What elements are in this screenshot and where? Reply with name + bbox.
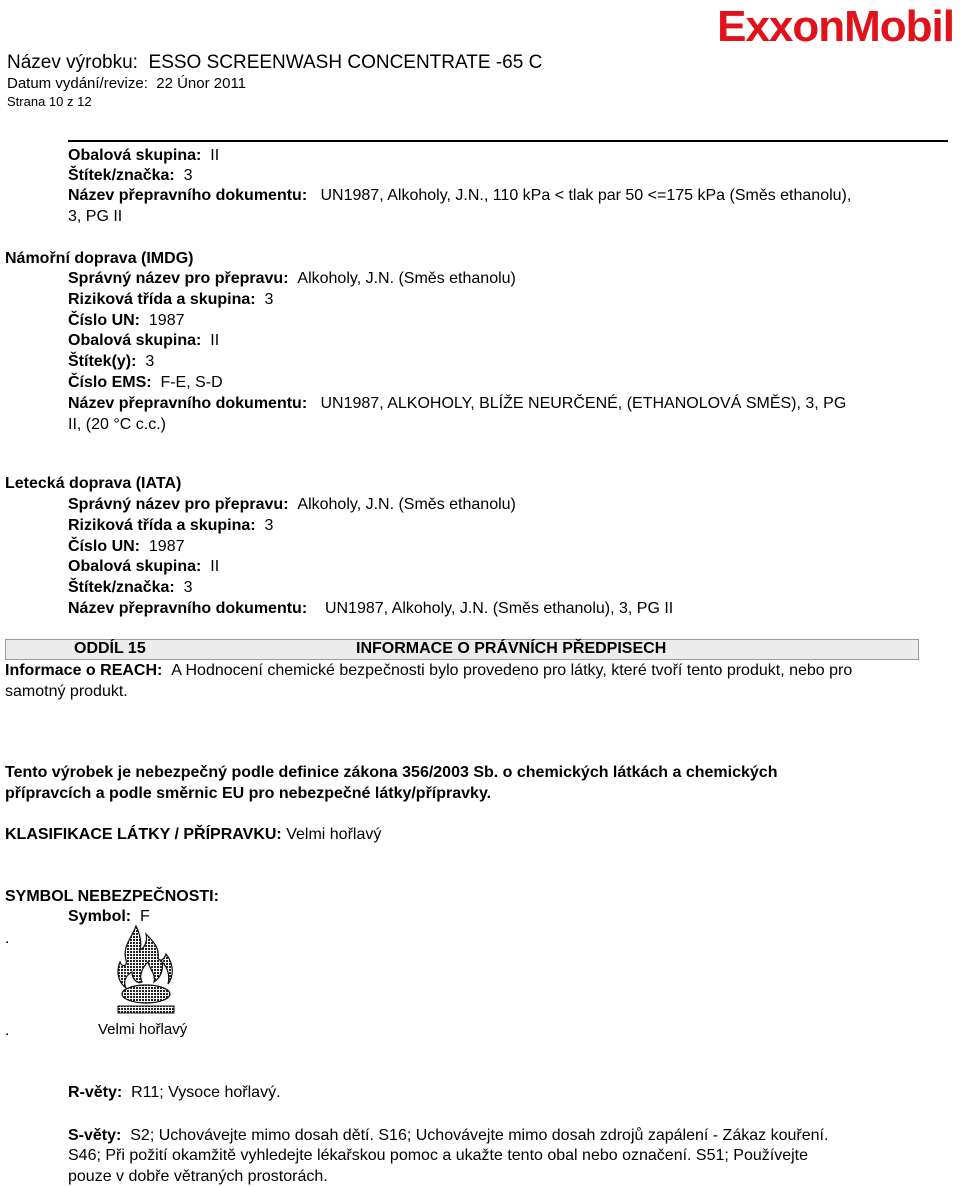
imdg-un-number: Číslo UN: 1987 xyxy=(68,312,185,329)
classification: KLASIFIKACE LÁTKY / PŘÍPRAVKU: Velmi hořlavý xyxy=(5,826,382,843)
iata-shipping-name: Správný název pro přepravu: Alkoholy, J.N. (Směs ethanolu) xyxy=(68,496,516,513)
imdg-packing-group: Obalová skupina: II xyxy=(68,332,220,349)
s-phrases-cont-1: S46; Při požití okamžitě vyhledejte lékařskou pomoc a ukažte tento obal nebo označení. S51; Používejte xyxy=(68,1147,808,1164)
section-number: ODDÍL 15 xyxy=(74,640,146,657)
date-line xyxy=(7,75,246,92)
iata-un-number: Číslo UN: 1987 xyxy=(68,538,185,555)
imdg-document-name-cont: II, (20 °C c.c.) xyxy=(68,416,166,433)
dangerous-statement: Tento výrobek je nebezpečný podle definice zákona 356/2003 Sb. o chemických látkách a chemických xyxy=(5,764,778,781)
iata-document-name: Název přepravního dokumentu: UN1987, Alkoholy, J.N. (Směs ethanolu), 3, PG II xyxy=(68,600,674,617)
dot-marker-2: . xyxy=(5,1022,10,1039)
imdg-heading: Námořní doprava (IMDG) xyxy=(5,250,194,267)
exxonmobil-logo: ExxonMobil xyxy=(717,2,954,51)
product-label: Název výrobku: xyxy=(7,52,138,73)
iata-packing-group: Obalová skupina: II xyxy=(68,558,220,575)
reach-info: Informace o REACH: A Hodnocení chemické bezpečnosti bylo provedeno pro látky, které tvoří tento produkt, nebo pro xyxy=(5,662,853,679)
imdg-class: Riziková třída a skupina: 3 xyxy=(68,291,274,308)
iata-class: Riziková třída a skupina: 3 xyxy=(68,517,274,534)
product-name: ESSO SCREENWASH CONCENTRATE -65 C xyxy=(148,52,543,73)
r-phrases: R-věty: R11; Vysoce hořlavý. xyxy=(68,1084,281,1101)
section-15-header xyxy=(5,639,919,660)
s-phrases: S-věty: S2; Uchovávejte mimo dosah dětí. S16; Uchovávejte mimo dosah zdrojů zapálení - Zákaz kouření. xyxy=(68,1127,829,1144)
section-title: INFORMACE O PRÁVNÍCH PŘEDPISECH xyxy=(356,640,667,657)
product-name-line xyxy=(7,52,542,74)
symbol-line: Symbol: F xyxy=(68,908,150,925)
symbol-caption: Velmi hořlavý xyxy=(98,1021,188,1038)
road-document-name: Název přepravního dokumentu: UN1987, Alkoholy, J.N., 110 kPa < tlak par 50 <=175 kPa (Směs ethanolu), xyxy=(68,187,852,204)
s-phrases-cont-2: pouze v dobře větraných prostorách. xyxy=(68,1168,328,1185)
dot-marker: . xyxy=(5,930,10,947)
road-label: Štítek/značka: 3 xyxy=(68,167,193,184)
imdg-ems: Číslo EMS: F-E, S-D xyxy=(68,374,223,391)
iata-heading: Letecká doprava (IATA) xyxy=(5,475,182,492)
imdg-shipping-name: Správný název pro přepravu: Alkoholy, J.N. (Směs ethanolu) xyxy=(68,270,516,287)
page-number: Strana 10 z 12 xyxy=(7,94,92,109)
iata-label: Štítek/značka: 3 xyxy=(68,579,193,596)
date-value: 22 Únor 2011 xyxy=(156,75,247,92)
imdg-document-name: Název přepravního dokumentu: UN1987, ALKOHOLY, BLÍŽE NEURČENÉ, (ETHANOLOVÁ SMĚS), 3, PG xyxy=(68,395,847,412)
reach-info-cont: samotný produkt. xyxy=(5,683,128,700)
flame-icon xyxy=(112,924,178,1016)
header-divider xyxy=(68,140,948,142)
road-document-name-cont: 3, PG II xyxy=(68,208,123,225)
road-packing-group: Obalová skupina: II xyxy=(68,147,220,164)
imdg-labels: Štítek(y): 3 xyxy=(68,353,155,370)
date-label: Datum vydání/revize: xyxy=(7,75,148,92)
dangerous-statement-cont: přípravcích a podle směrnic EU pro nebezpečné látky/přípravky. xyxy=(5,785,492,802)
hazard-symbol-heading: SYMBOL NEBEZPEČNOSTI: xyxy=(5,888,219,905)
